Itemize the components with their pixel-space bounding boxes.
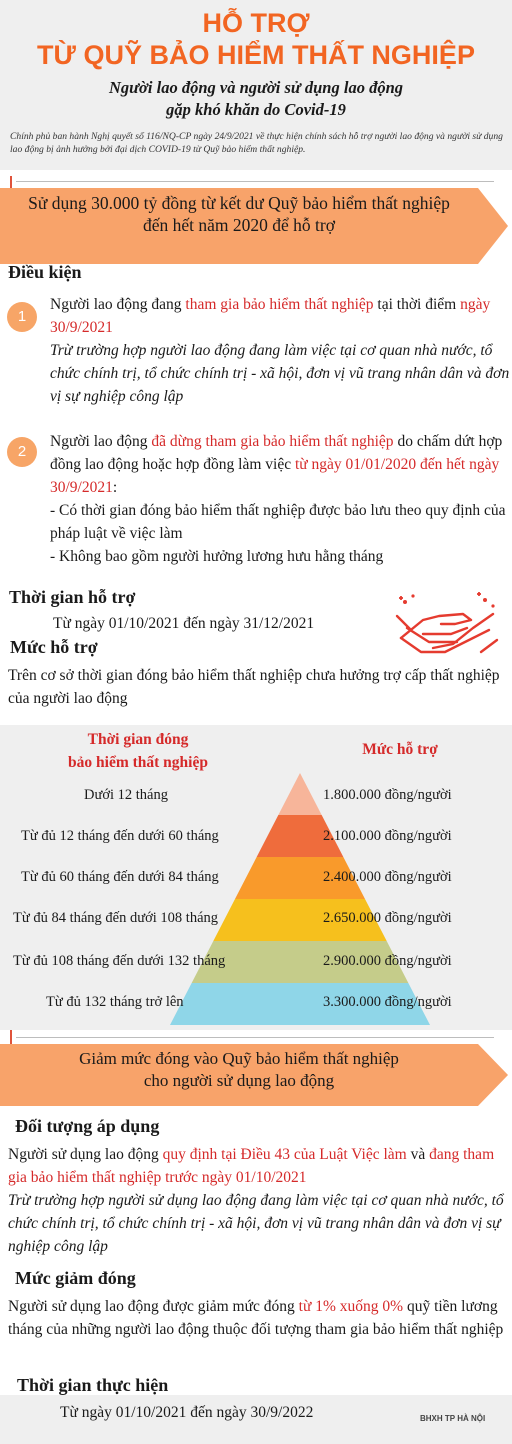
reduce-heading: Mức giảm đóng <box>15 1268 136 1288</box>
implementation-time-value: Từ ngày 01/10/2021 đến ngày 30/9/2022 <box>60 1404 314 1421</box>
table-row-label: Từ đủ 132 tháng trở lên <box>46 994 184 1010</box>
table-left-header-line-1: Thời gian đóng <box>87 731 189 748</box>
table-row-value: 1.800.000 đồng/người <box>323 787 452 803</box>
target-text <box>8 1143 504 1258</box>
target-part: và <box>406 1146 430 1163</box>
condition-2-bullet-1: - Có thời gian đóng bảo hiểm thất nghiệp được bảo lưu theo quy định của pháp luật về việc làm <box>50 502 506 542</box>
subtitle-line-2: gặp khó khăn do Covid-19 <box>166 100 346 119</box>
table-row-value: 2.100.000 đồng/người <box>323 828 452 844</box>
section2-banner <box>0 1044 478 1106</box>
subtitle-line-1: Người lao động và người sử dụng lao động <box>109 78 403 97</box>
condition-1-part: tại thời điểm <box>373 296 461 313</box>
condition-1-highlight-1: tham gia bảo hiểm thất nghiệp <box>185 296 374 313</box>
table-row-value: 2.400.000 đồng/người <box>323 869 452 885</box>
condition-2-part: do chấm dứt hợp đồng lao động hoặc hợp đồng làm việc <box>50 433 503 473</box>
table-right-header: Mức hỗ trợ <box>362 741 438 758</box>
section2-banner-arrow <box>478 1044 508 1106</box>
table-row-value: 2.900.000 đồng/người <box>323 953 452 969</box>
reduce-part: Người sử dụng lao động được giảm mức đóng <box>8 1298 299 1315</box>
target-note: Trừ trường hợp người sử dụng lao động đang làm việc tại cơ quan nhà nước, tổ chức chính trị, tổ chức chính trị - xã hội, đơn vị vũ trang nhân dân và đơn vị sự nghiệp công lập <box>8 1192 504 1255</box>
condition-2-badge: 2 <box>7 437 37 467</box>
title-line-2: TỪ QUỸ BẢO HIỂM THẤT NGHIỆP <box>37 40 475 70</box>
target-highlight-2: đang tham gia bảo hiểm thất nghiệp trước ngày 01/10/2021 <box>8 1146 495 1186</box>
reduce-highlight: từ 1% xuống 0% <box>298 1298 404 1315</box>
table-left-header-line-2: bảo hiểm thất nghiệp <box>68 754 208 771</box>
condition-2-part: Người lao động <box>50 433 152 450</box>
support-level-heading: Mức hỗ trợ <box>10 637 98 657</box>
table-row-label: Từ đủ 108 tháng đến dưới 132 tháng <box>13 953 226 969</box>
title-line-1: HỖ TRỢ <box>202 8 310 38</box>
table-row-value: 2.650.000 đồng/người <box>323 910 452 926</box>
section2-banner-line-1: Giảm mức đóng vào Quỹ bảo hiểm thất nghiệp <box>79 1049 399 1068</box>
reduce-text <box>8 1295 504 1341</box>
table-row-label: Từ đủ 60 tháng đến dưới 84 tháng <box>21 869 219 885</box>
target-part: Người sử dụng lao động <box>8 1146 163 1163</box>
divider <box>16 1037 494 1038</box>
condition-1-highlight-2: ngày 30/9/2021 <box>50 296 491 336</box>
section1-banner-line-2: đến hết năm 2020 để hỗ trợ <box>143 215 335 235</box>
table-row-label: Từ đủ 12 tháng đến dưới 60 tháng <box>21 828 219 844</box>
conditions-heading: Điều kiện <box>8 262 82 282</box>
table-row-label: Từ đủ 84 tháng đến dưới 108 tháng <box>13 910 219 926</box>
pyramid-band <box>278 773 321 815</box>
condition-1-note: Trừ trường hợp người lao động đang làm việc tại cơ quan nhà nước, tổ chức chính trị, tổ chức chính trị - xã hội, đơn vị vũ trang nhân dân và đơn vị sự nghiệp công lập <box>50 342 510 405</box>
condition-2-highlight-2: từ ngày 01/01/2020 đến hết ngày 30/9/2021 <box>50 456 500 496</box>
support-level-text: Trên cơ sở thời gian đóng bảo hiểm thất nghiệp chưa hưởng trợ cấp thất nghiệp của người lao động <box>8 667 500 707</box>
condition-2-highlight-1: đã dừng tham gia bảo hiểm thất nghiệp <box>151 433 394 450</box>
intro-text: Chính phủ ban hành Nghị quyết số 116/NQ-CP ngày 24/9/2021 về thực hiện chính sách hỗ trợ người lao động và người sử dụng lao động bị ảnh hưởng bởi đại dịch COVID-19 từ Quỹ bảo hiểm thất nghiệp. <box>10 131 503 155</box>
condition-1-part: Người lao động đang <box>50 296 186 313</box>
section1-banner-line-1: Sử dụng 30.000 tỷ đồng từ kết dư Quỹ bảo hiểm thất nghiệp <box>28 193 450 213</box>
target-highlight-1: quy định tại Điều 43 của Luật Việc làm <box>162 1146 407 1163</box>
condition-1-badge: 1 <box>7 302 37 332</box>
section2-banner-line-2: cho người sử dụng lao động <box>143 1071 335 1090</box>
target-heading: Đối tượng áp dụng <box>15 1116 160 1136</box>
table-row-label: Dưới 12 tháng <box>84 787 168 803</box>
condition-2-bullet-2: - Không bao gồm người hưởng lương hưu hằng tháng <box>50 548 384 565</box>
reduce-part: quỹ tiền lương tháng của những người lao động thuộc đối tượng tham gia bảo hiểm thất nghiệp <box>8 1298 504 1338</box>
credit-label: BHXH TP HÀ NỘI <box>420 1414 486 1423</box>
support-time-value: Từ ngày 01/10/2021 đến ngày 31/12/2021 <box>53 615 315 632</box>
condition-2-part: : <box>112 479 118 496</box>
implementation-time-heading: Thời gian thực hiện <box>17 1375 169 1395</box>
support-time-heading: Thời gian hỗ trợ <box>9 587 136 607</box>
table-row-value: 3.300.000 đồng/người <box>323 994 452 1010</box>
